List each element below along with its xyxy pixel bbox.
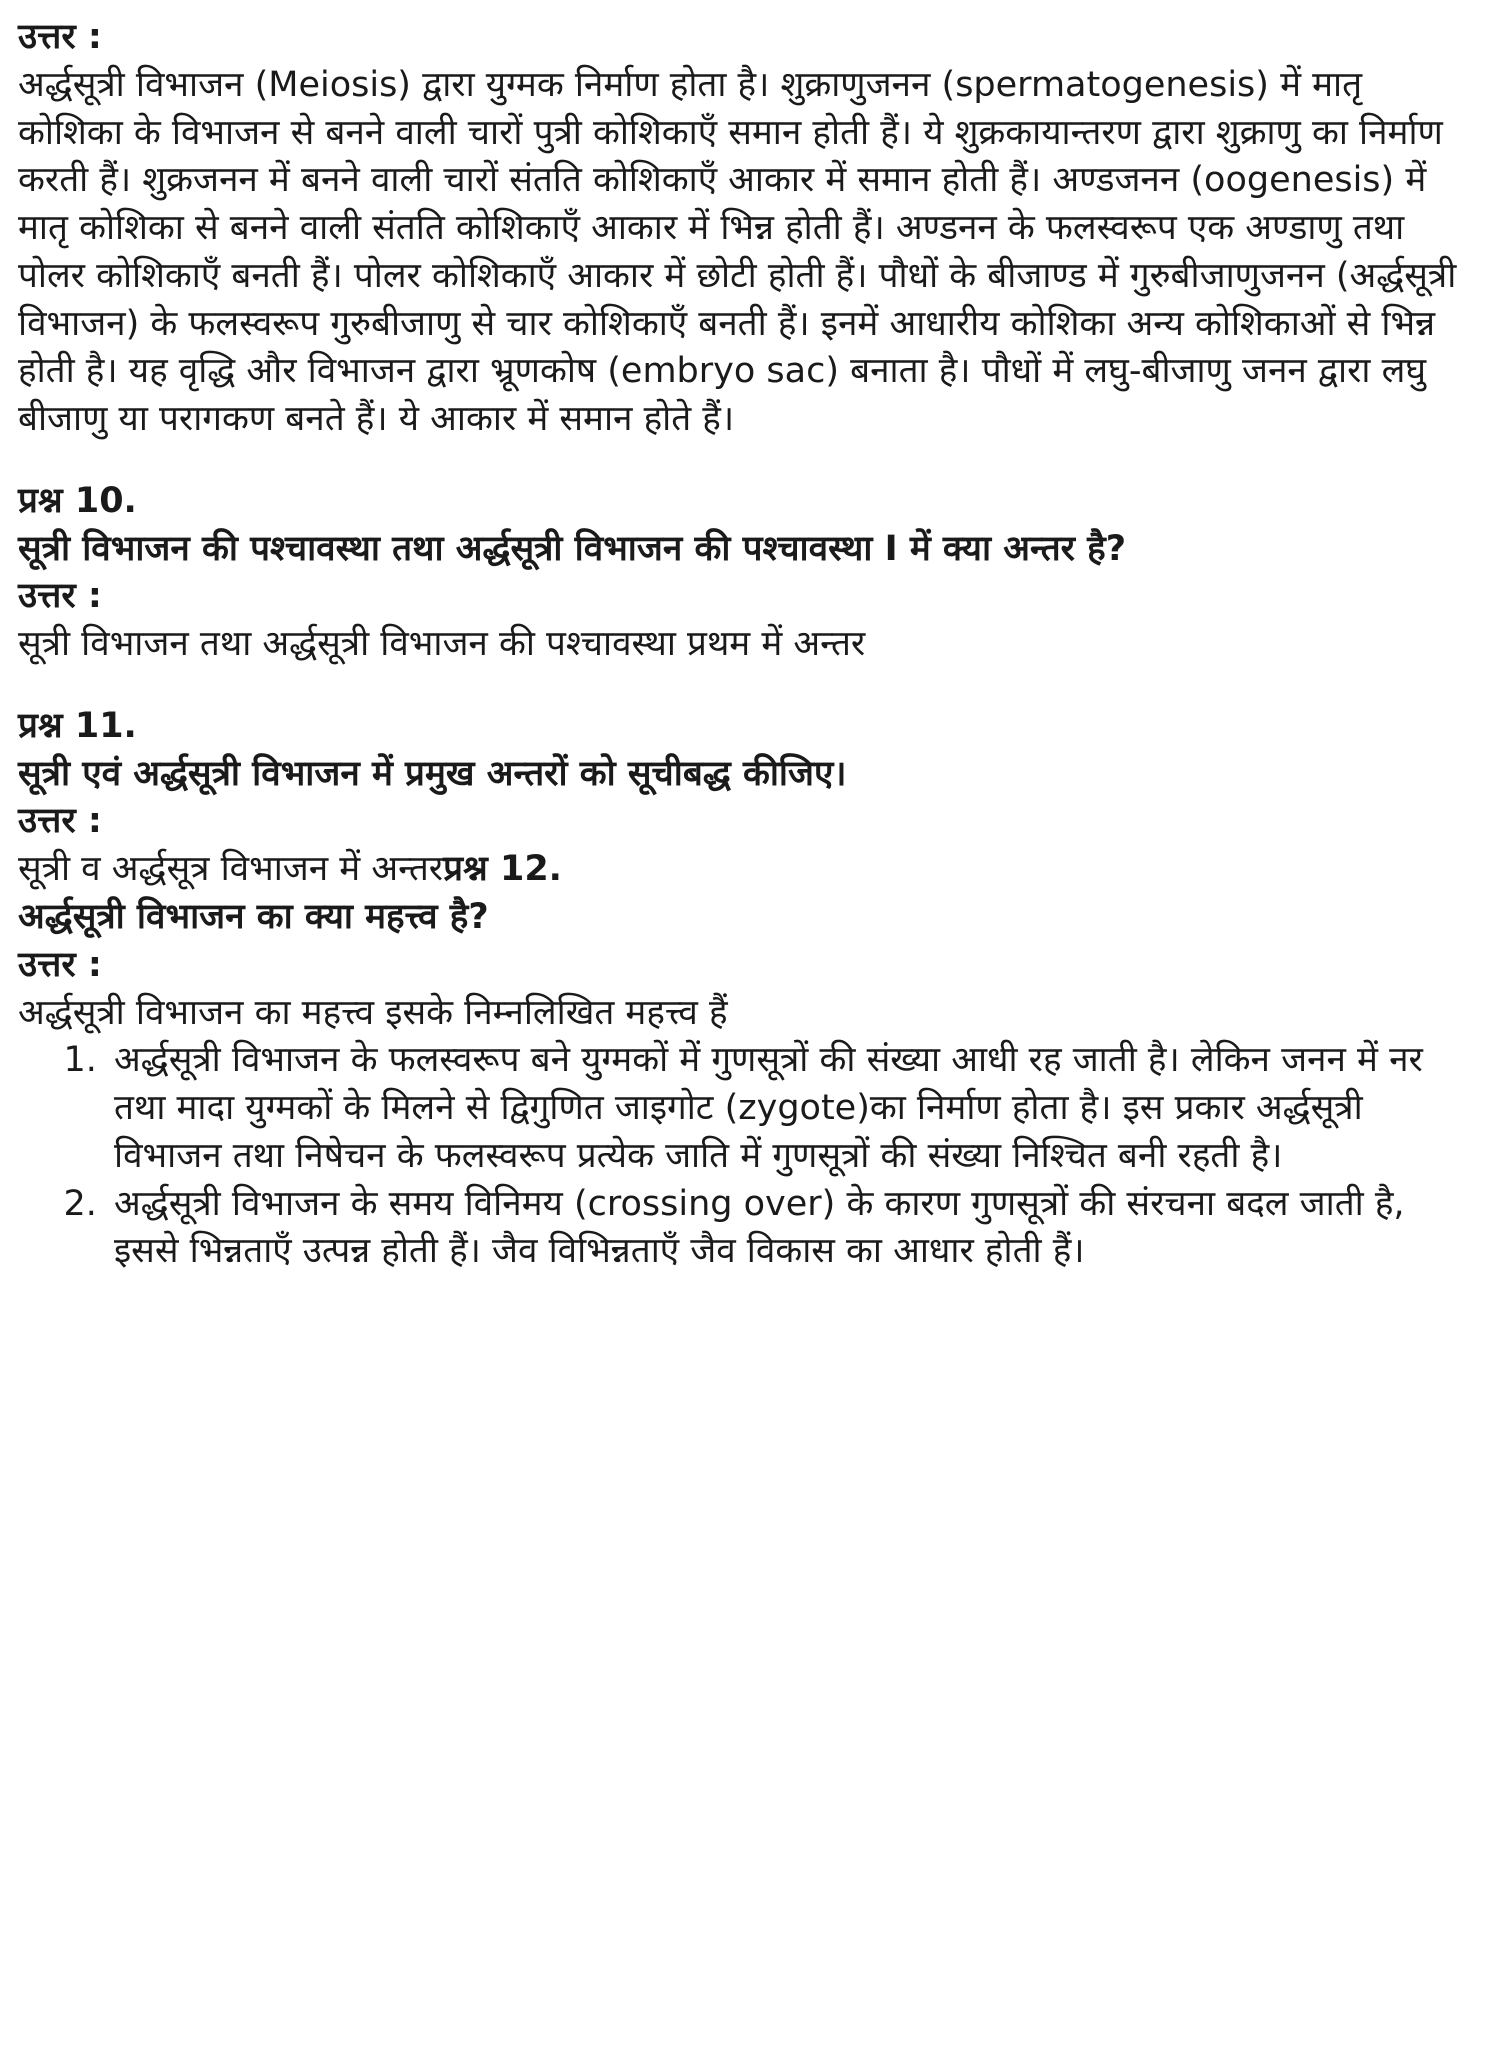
question-11-number: प्रश्न 11. xyxy=(18,705,137,746)
question-10-answer: सूत्री विभाजन तथा अर्द्धसूत्री विभाजन की पश्चावस्था प्रथम में अन्तर xyxy=(18,624,866,665)
question-11-answer-line xyxy=(18,846,1463,894)
question-10-number: प्रश्न 10. xyxy=(18,480,137,521)
question-11-answer: सूत्री व अर्द्धसूत्र विभाजन में अन्तर xyxy=(18,849,444,890)
question-12-intro: अर्द्धसूत्री विभाजन का महत्त्व इसके निम्नलिखित महत्त्व हैं xyxy=(18,992,728,1033)
list-item: 1. अर्द्धसूत्री विभाजन के फलस्वरूप बने युग्मकों में गुणसूत्रों की संख्या आधी रह जाती है। लेकिन जनन में नर तथा मादा युग्मकों के मिलने से द्विगुणित जाइगोट (zygote)का निर्माण होता है। इस प्रकार अर्द्धसूत्री विभाजन तथा निषेचन के फलस्वरूप प्रत्येक जाति में गुणसूत्रों की संख्या निश्चित बनी रहती है। xyxy=(108,1037,1463,1180)
question-12-points-list xyxy=(18,1037,1463,1276)
question-10-answer-label: उत्तर : xyxy=(18,576,102,617)
question-12-number: प्रश्न 12. xyxy=(443,849,562,890)
question-11-answer-label: उत्तर : xyxy=(18,801,102,842)
section-gap xyxy=(18,669,1463,703)
question-12-answer-label: उत्तर : xyxy=(18,944,102,985)
question-12-text: अर्द्धसूत्री विभाजन का क्या महत्त्व है? xyxy=(18,897,489,938)
list-item: 2. अर्द्धसूत्री विभाजन के समय विनिमय (crossing over) के कारण गुणसूत्रों की संरचना बदल जाती है, इससे भिन्नताएँ उत्पन्न होती हैं। जैव विभिन्नताएँ जैव विकास का आधार होती हैं। xyxy=(108,1181,1463,1277)
answer-label: उत्तर : xyxy=(18,17,102,57)
section-gap xyxy=(18,444,1463,478)
question-10-text: सूत्री विभाजन की पश्चावस्था तथा अर्द्धसूत्री विभाजन की पश्चावस्था I में क्या अन्तर है? xyxy=(18,528,1127,569)
question-11-text: सूत्री एवं अर्द्धसूत्री विभाजन में प्रमुख अन्तरों को सूचीबद्ध कीजिए। xyxy=(18,753,847,794)
answer-paragraph-meiosis-gametes: अर्द्धसूत्री विभाजन (Meiosis) द्वारा युग्मक निर्माण होता है। शुक्राणुजनन (spermatogenesis) में मातृ कोशिका के विभाजन से बनने वाली चारों पुत्री कोशिकाएँ समान होती हैं। ये शुक्रकायान्तरण द्वारा शुक्राणु का निर्माण करती हैं। शुक्रजनन में बनने वाली चारों संतति कोशिकाएँ आकार में समान होती हैं। अण्डजनन (oogenesis) में मातृ कोशिका से बनने वाली संतति कोशिकाएँ आकार में भिन्न होती हैं। अण्डनन के फलस्वरूप एक अण्डाणु तथा पोलर कोशिकाएँ बनती हैं। पोलर कोशिकाएँ आकार में छोटी होती हैं। पौधों के बीजाण्ड में गुरुबीजाणुजनन (अर्द्धसूत्री विभाजन) के फलस्वरूप गुरुबीजाणु से चार कोशिकाएँ बनती हैं। इनमें आधारीय कोशिका अन्य कोशिकाओं से भिन्न होती है। यह वृद्धि और विभाजन द्वारा भ्रूणकोष (embryo sac) बनाता है। पौधों में लघु-बीजाणु जनन द्वारा लघु बीजाणु या परागकण बनते हैं। ये आकार में समान होते हैं। xyxy=(18,64,1457,440)
